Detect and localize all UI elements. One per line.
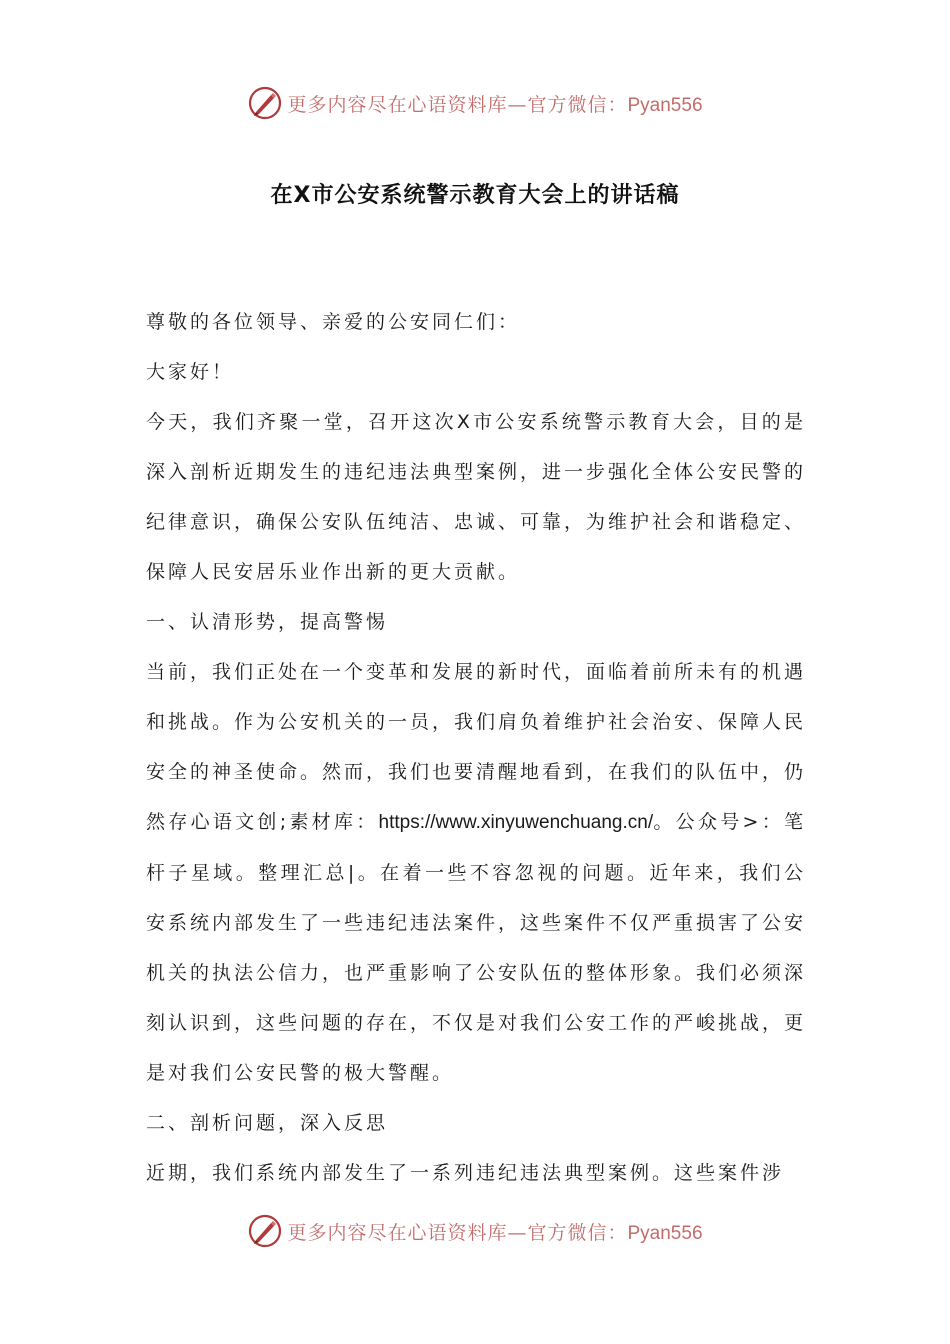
paragraph-analysis: 近期，我们系统内部发生了一系列违纪违法典型案例。这些案件涉: [146, 1162, 785, 1184]
banner-text: 更多内容尽在心语资料库—官方微信：Pyan556: [287, 1221, 703, 1244]
section-heading-1: 一、认清形势，提高警惕: [146, 611, 389, 633]
pen-logo-icon: [247, 85, 283, 121]
website-url: https://www.xinyuwenchuang.cn/: [378, 812, 654, 833]
salutation: 尊敬的各位领导、亲爱的公安同仁们：: [146, 311, 521, 333]
section-heading-2: 二、剖析问题，深入反思: [146, 1112, 389, 1134]
greeting: 大家好！: [146, 361, 235, 383]
wechat-id: Pyan556: [627, 94, 703, 116]
paragraph-situation: 当前，我们正处在一个变革和发展的新时代，面临着前所未有的机遇和挑战。作为公安机关的一员，我们肩负着维护社会治安、保障人民安全的神圣使命。然而，我们也要清醒地看到，在我们的队伍中，仍然存心语文创;素材库：https://www.xinyuwenchuang.cn/。公众号>：笔杆子星域。整理汇总|。在着一些不容忽视的问题。近年来，我们公安系统内部发生了一些违纪违法案件，这些案件不仅严重损害了公安机关的执法公信力，也严重影响了公安队伍的整体形象。我们必须深刻认识到，这些问题的存在，不仅是对我们公安工作的严峻挑战，更是对我们公安民警的极大警醒。: [146, 661, 807, 1084]
footer-banner: [0, 1206, 950, 1256]
paragraph-intro: 今天，我们齐聚一堂，召开这次X市公安系统警示教育大会，目的是深入剖析近期发生的违纪违法典型案例，进一步强化全体公安民警的纪律意识，确保公安队伍纯洁、忠诚、可靠，为维护社会和谐稳定、保障人民安居乐业作出新的更大贡献。: [146, 411, 807, 583]
wechat-id: Pyan556: [627, 1222, 703, 1244]
pen-logo-icon: [247, 1213, 283, 1249]
document-title: 在X市公安系统警示教育大会上的讲话稿: [270, 183, 680, 208]
header-banner: [0, 78, 950, 128]
document-body: [146, 297, 806, 1198]
banner-text: 更多内容尽在心语资料库—官方微信：Pyan556: [287, 93, 703, 116]
